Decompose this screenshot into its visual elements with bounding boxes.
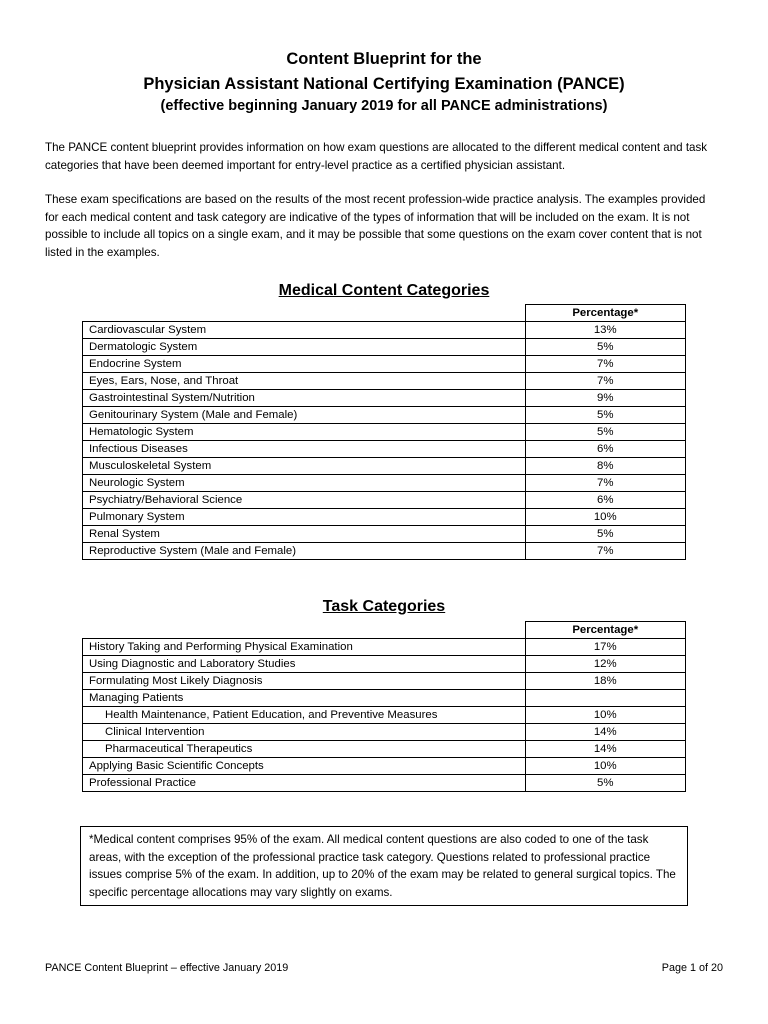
- table-row: [83, 424, 686, 441]
- category-percentage: 7%: [525, 356, 686, 373]
- category-name: Professional Practice: [83, 775, 526, 792]
- task-categories-table: [82, 621, 686, 792]
- medical-content-heading: Medical Content Categories: [278, 282, 490, 299]
- category-name: Pulmonary System: [83, 509, 526, 526]
- table-row: [83, 543, 686, 560]
- table-row: [83, 492, 686, 509]
- table-row: [83, 373, 686, 390]
- blank-header-cell: [83, 305, 526, 322]
- medical-content-rows: [83, 322, 686, 560]
- category-percentage: 9%: [525, 390, 686, 407]
- category-name: Using Diagnostic and Laboratory Studies: [83, 656, 526, 673]
- category-name: Clinical Intervention: [83, 724, 526, 741]
- category-percentage: 7%: [525, 475, 686, 492]
- category-name: Dermatologic System: [83, 339, 526, 356]
- table-row: [83, 741, 686, 758]
- category-percentage: 6%: [525, 441, 686, 458]
- category-percentage: 10%: [525, 758, 686, 775]
- category-percentage: 10%: [525, 707, 686, 724]
- category-name: History Taking and Performing Physical Examination: [83, 639, 526, 656]
- title-line-2: Physician Assistant National Certifying Examination (PANCE): [143, 75, 625, 93]
- category-percentage: 14%: [525, 741, 686, 758]
- footer-page-number: Page 1 of 20: [661, 962, 723, 974]
- category-percentage: 5%: [525, 775, 686, 792]
- category-name: Health Maintenance, Patient Education, and Preventive Measures: [83, 707, 526, 724]
- category-name: Genitourinary System (Male and Female): [83, 407, 526, 424]
- category-percentage: 7%: [525, 373, 686, 390]
- category-name: Managing Patients: [83, 690, 526, 707]
- category-name: Pharmaceutical Therapeutics: [83, 741, 526, 758]
- percentage-header: Percentage*: [525, 305, 686, 322]
- category-name: Endocrine System: [83, 356, 526, 373]
- category-name: Infectious Diseases: [83, 441, 526, 458]
- task-category-rows: [83, 639, 686, 792]
- category-name: Gastrointestinal System/Nutrition: [83, 390, 526, 407]
- table-row: [83, 407, 686, 424]
- percentage-header: Percentage*: [525, 622, 686, 639]
- table-row: [83, 322, 686, 339]
- table-row: [83, 509, 686, 526]
- table-row: [83, 707, 686, 724]
- category-percentage: 5%: [525, 424, 686, 441]
- category-percentage: 7%: [525, 543, 686, 560]
- table-row: [83, 458, 686, 475]
- title-line-1: Content Blueprint for the: [286, 50, 482, 68]
- category-name: Reproductive System (Male and Female): [83, 543, 526, 560]
- table-row: [83, 775, 686, 792]
- table-row: [83, 673, 686, 690]
- category-name: Musculoskeletal System: [83, 458, 526, 475]
- category-name: Formulating Most Likely Diagnosis: [83, 673, 526, 690]
- category-percentage: 5%: [525, 526, 686, 543]
- table-row: [83, 690, 686, 707]
- medical-content-table: [82, 304, 686, 560]
- intro-paragraph-2: These exam specifications are based on the results of the most recent profession-wide practice analysis. The examples provided for each medical content and task category are indicative of the types of information that will be included on the exam. It is not possible to include all topics on a single exam, and it may be possible that some questions on the exam cover content that is not listed in the examples.: [45, 193, 706, 259]
- category-percentage: 8%: [525, 458, 686, 475]
- title-line-3: (effective beginning January 2019 for all PANCE administrations): [160, 98, 608, 114]
- table-row: [83, 441, 686, 458]
- intro-paragraph-1: The PANCE content blueprint provides information on how exam questions are allocated to the different medical content and task categories that have been deemed important for entry-level practice as a certified physician assistant.: [45, 141, 708, 172]
- category-name: Hematologic System: [83, 424, 526, 441]
- footer-left: PANCE Content Blueprint – effective January 2019: [45, 962, 289, 974]
- category-name: Renal System: [83, 526, 526, 543]
- category-name: Applying Basic Scientific Concepts: [83, 758, 526, 775]
- task-categories-heading: Task Categories: [322, 598, 446, 615]
- footnote-box: *Medical content comprises 95% of the exam. All medical content questions are also coded to one of the task areas, with the exception of the professional practice task category. Questions related to professional practice issues comprise 5% of the exam. In addition, up to 20% of the exam may be related to general surgical topics. The specific percentage allocations may vary slightly on exams.: [80, 826, 688, 906]
- table-row: [83, 390, 686, 407]
- blank-header-cell: [83, 622, 526, 639]
- table-row: [83, 758, 686, 775]
- table-row: [83, 339, 686, 356]
- table-header-row: [83, 305, 686, 322]
- category-percentage: 17%: [525, 639, 686, 656]
- table-header-row: [83, 622, 686, 639]
- category-percentage: 6%: [525, 492, 686, 509]
- table-row: [83, 656, 686, 673]
- category-percentage: 5%: [525, 339, 686, 356]
- category-percentage: 10%: [525, 509, 686, 526]
- category-name: Cardiovascular System: [83, 322, 526, 339]
- category-percentage: 18%: [525, 673, 686, 690]
- category-name: Psychiatry/Behavioral Science: [83, 492, 526, 509]
- category-percentage: 14%: [525, 724, 686, 741]
- table-row: [83, 639, 686, 656]
- category-name: Eyes, Ears, Nose, and Throat: [83, 373, 526, 390]
- table-row: [83, 724, 686, 741]
- category-percentage: 13%: [525, 322, 686, 339]
- table-row: [83, 475, 686, 492]
- category-name: Neurologic System: [83, 475, 526, 492]
- table-row: [83, 356, 686, 373]
- category-percentage: 12%: [525, 656, 686, 673]
- category-percentage: 5%: [525, 407, 686, 424]
- table-row: [83, 526, 686, 543]
- category-percentage: [525, 690, 686, 707]
